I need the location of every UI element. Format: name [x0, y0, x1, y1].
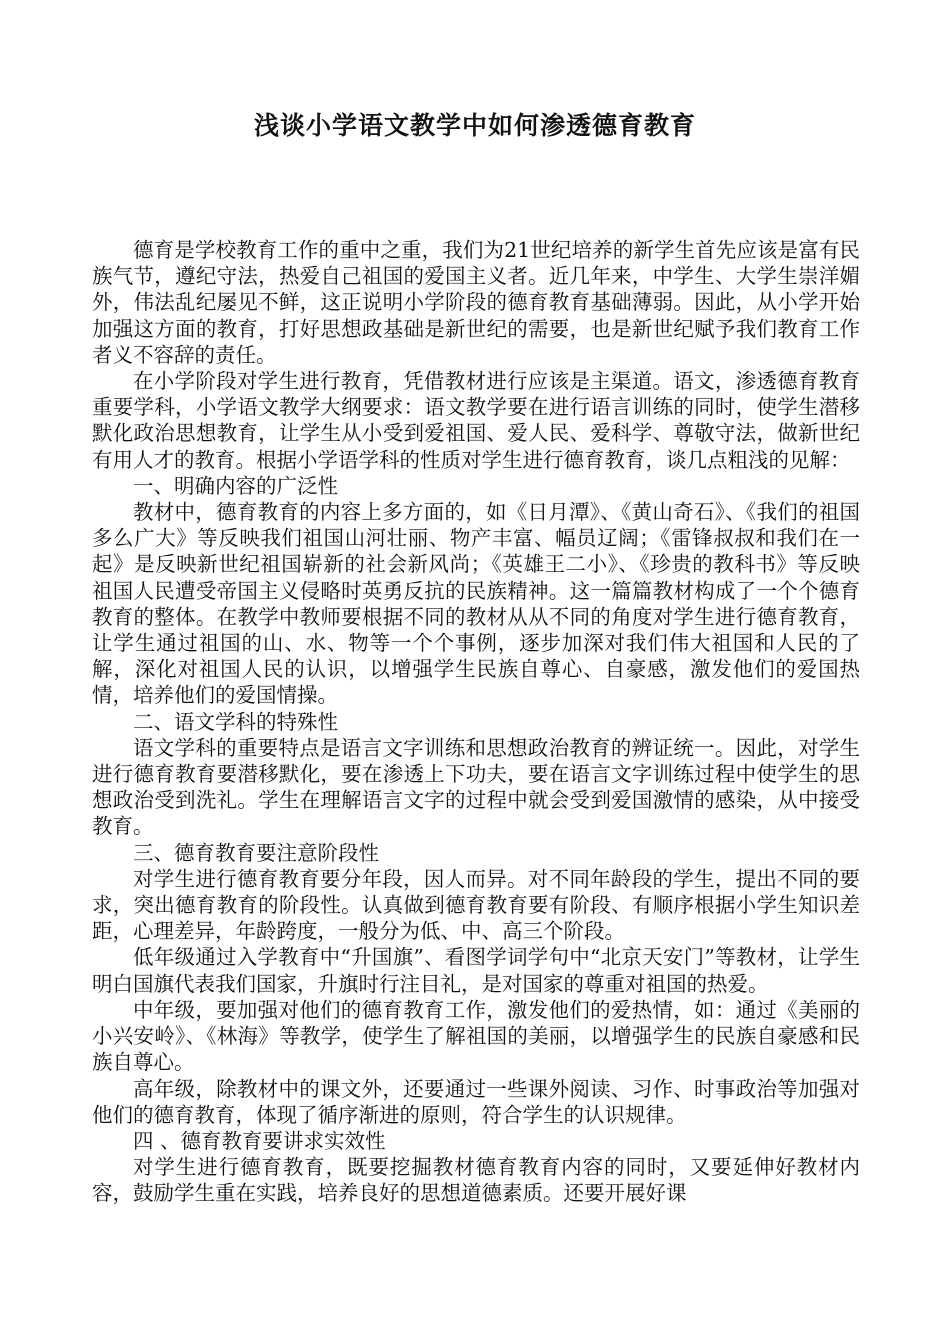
paragraph: 德育是学校教育工作的重中之重，我们为21世纪培养的新学生首先应该是富有民族气节，遵纪守法，热爱自己祖国的爱国主义者。近几年来，中学生、大学生崇洋媚外，伟法乱纪屡见不鲜，这正说明小学阶段的德育教育基础薄弱。因此，从小学开始加强这方面的教育，打好思想政基础是新世纪的需要，也是新世纪赋予我们教育工作者义不容辞的责任。 [92, 238, 860, 367]
paragraph: 教材中，德育教育的内容上多方面的，如《日月潭》、《黄山奇石》、《我们的祖国多么广大》等反映我们祖国山河壮丽、物产丰富、幅员辽阔；《雷锋叔叔和我们在一起》是反映新世纪祖国崭新的社会新风尚；《英雄王二小》、《珍贵的教科书》等反映祖国人民遭受帝国主义侵略时英勇反抗的民族精神。这一篇篇教材构成了一个个德育教育的整体。在教学中教师要根据不同的教材从从不同的角度对学生进行德育教育，让学生通过祖国的山、水、物等一个个事例，逐步加深对我们伟大祖国和人民的了解，深化对祖国人民的认识，以增强学生民族自尊心、自豪感，激发他们的爱国热情，培养他们的爱国情操。 [92, 500, 860, 708]
document-title: 浅谈小学语文教学中如何渗透德育教育 [253, 111, 696, 140]
document-body [92, 237, 860, 1207]
paragraph: 在小学阶段对学生进行教育，凭借教材进行应该是主渠道。语文，渗透德育教育重要学科，小学语文教学大纲要求：语文教学要在进行语言训练的同时，使学生潜移默化政治思想教育，让学生从小受到爱祖国、爱人民、爱科学、尊敬守法，做新世纪有用人才的教育。根据小学语学科的性质对学生进行德育教育，谈几点粗浅的见解： [92, 369, 860, 472]
paragraph: 对学生进行德育教育要分年段，因人而异。对不同年龄段的学生，提出不同的要求，突出德育教育的阶段性。认真做到德育教育要有阶段、有顺序根据小学生知识差距，心理差异，年龄跨度，一般分为低、中、高三个阶段。 [92, 866, 860, 944]
paragraph: 语文学科的重要特点是语言文字训练和思想政治教育的辨证统一。因此，对学生进行德育教育要潜移默化，要在渗透上下功夫，要在语言文字训练过程中使学生的思想政治受到洗礼。学生在理解语言文字的过程中就会受到爱国激情的感染，从中接受教育。 [92, 735, 860, 839]
section-heading: 二、语文学科的特殊性 [133, 709, 338, 734]
section-heading: 四 、德育教育要讲求实效性 [133, 1128, 386, 1153]
paragraph: 对学生进行德育教育，既要挖掘教材德育教育内容的同时，又要延伸好教材内容，鼓励学生重在实践，培养良好的思想道德素质。还要开展好课 [92, 1155, 860, 1206]
section-heading: 三、德育教育要注意阶段性 [133, 840, 379, 865]
paragraph: 低年级通过入学教育中“升国旗”、看图学词学句中“北京天安门”等教材，让学生明白国旗代表我们国家，升旗时行注目礼，是对国家的尊重对祖国的热爱。 [92, 945, 860, 996]
section-heading: 一、明确内容的广泛性 [133, 473, 338, 498]
paragraph: 中年级，要加强对他们的德育教育工作，激发他们的爱热情，如：通过《美丽的小兴安岭》、《林海》等教学，使学生了解祖国的美丽，以增强学生的民族自豪感和民族自尊心。 [92, 997, 860, 1075]
paragraph: 高年级，除教材中的课文外，还要通过一些课外阅读、习作、时事政治等加强对他们的德育教育，体现了循序渐进的原则，符合学生的认识规律。 [92, 1076, 860, 1127]
